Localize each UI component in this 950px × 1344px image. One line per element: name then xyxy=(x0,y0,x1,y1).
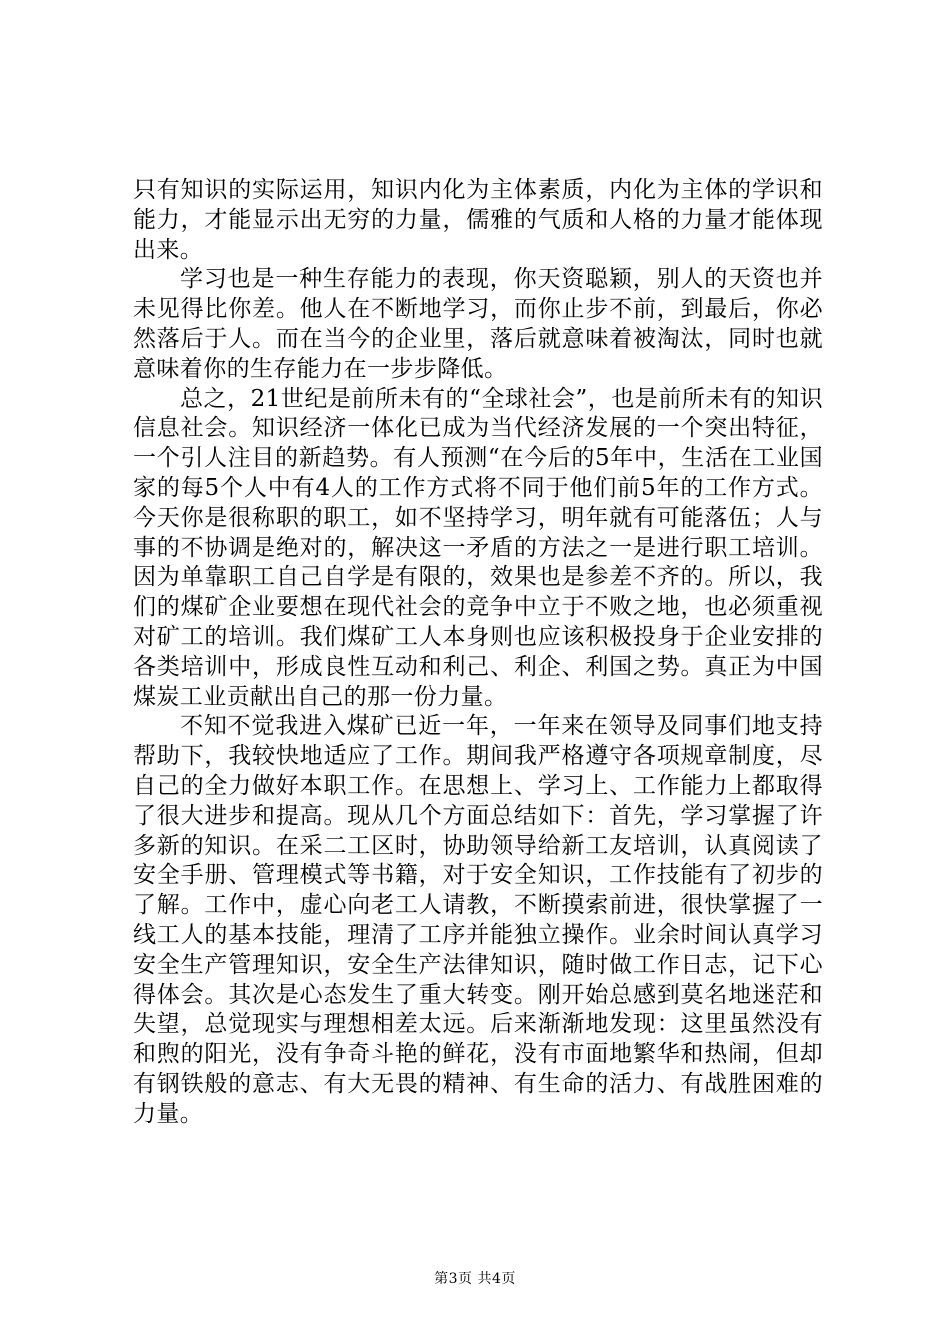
paragraph-2: 学习也是一种生存能力的表现，你天资聪颖，别人的天资也并未见得比你差。他人在不断地学习，而你止步不前，到最后，你必然落后于人。而在当今的企业里，落后就意味着被淘汰，同时也就意味着你的生存能力在一步步降低。 xyxy=(133,266,823,382)
document-body xyxy=(133,176,823,1130)
paragraph-1: 只有知识的实际运用，知识内化为主体素质，内化为主体的学识和能力，才能显示出无穷的力量，儒雅的气质和人格的力量才能体现出来。 xyxy=(133,177,823,263)
paragraph-4: 不知不觉我进入煤矿已近一年，一年来在领导及同事们地支持帮助下，我较快地适应了工作。期间我严格遵守各项规章制度，尽自己的全力做好本职工作。在思想上、学习上、工作能力上都取得了很大进步和提高。现从几个方面总结如下：首先，学习掌握了许多新的知识。在采二工区时，协助领导给新工友培训，认真阅读了安全手册、管理模式等书籍，对于安全知识，工作技能有了初步的了解。工作中，虚心向老工人请教，不断摸索前进，很快掌握了一线工人的基本技能，理清了工序并能独立操作。业余时间认真学习安全生产管理知识，安全生产法律知识，随时做工作日志，记下心得体会。其次是心态发生了重大转变。刚开始总感到莫名地迷茫和失望，总觉现实与理想相差太远。后来渐渐地发现：这里虽然没有和煦的阳光，没有争奇斗艳的鲜花，没有市面地繁华和热闹，但却有钢铁般的意志、有大无畏的精神、有生命的活力、有战胜困难的力量。 xyxy=(133,713,823,1127)
paragraph-3: 总之，21世纪是前所未有的“全球社会”，也是前所未有的知识信息社会。知识经济一体化已成为当代经济发展的一个突出特征，一个引人注目的新趋势。有人预测“在今后的5年中，生活在工业国家的每5个人中有4人的工作方式将不同于他们前5年的工作方式。今天你是很称职的职工，如不坚持学习，明年就有可能落伍；人与事的不协调是绝对的，解决这一矛盾的方法之一是进行职工培训。因为单靠职工自己自学是有限的，效果也是参差不齐的。所以，我们的煤矿企业要想在现代社会的竞争中立于不败之地，也必须重视对矿工的培训。我们煤矿工人本身则也应该积极投身于企业安排的各类培训中，形成良性互动和利己、利企、利国之势。真正为中国煤炭工业贡献出自己的那一份力量。 xyxy=(133,385,823,710)
page-number-footer: 第3页 共4页 xyxy=(434,1271,516,1287)
